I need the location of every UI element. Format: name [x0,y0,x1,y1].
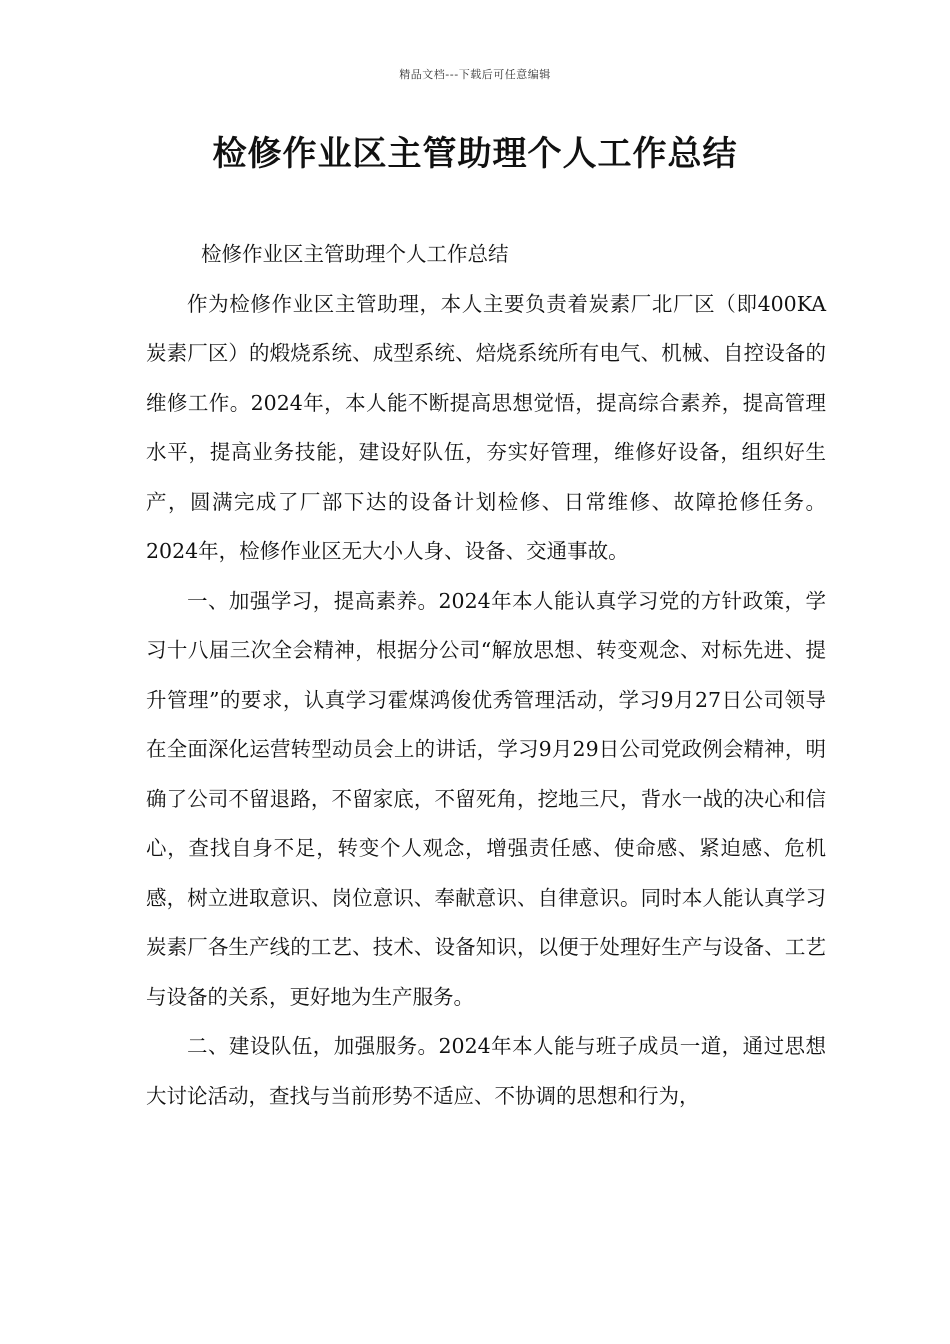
paragraph-intro: 作为检修作业区主管助理，本人主要负责着炭素厂北厂区（即400KA炭素厂区）的煅烧系统、成型系统、焙烧系统所有电气、机械、自控设备的维修工作。2024年，本人能不断提高思想觉悟，提高综合素养，提高管理水平，提高业务技能，建设好队伍，夯实好管理，维修好设备，组织好生产，圆满完成了厂部下达的设备计划检修、日常维修、故障抢修任务。2024年，检修作业区无大小人身、设备、交通事故。 [146,291,826,563]
document-title: 检修作业区主管助理个人工作总结 [212,134,738,174]
document-body [146,230,826,1121]
paragraph-section-two: 二、建设队伍，加强服务。2024年本人能与班子成员一道，通过思想大讨论活动，查找与当前形势不适应、不协调的思想和行为， [146,1034,826,1108]
document-subtitle: 检修作业区主管助理个人工作总结 [201,242,509,266]
header-note: 精品文档---下载后可任意编辑 [399,68,551,81]
paragraph-section-one: 一、加强学习，提高素养。2024年本人能认真学习党的方针政策，学习十八届三次全会精神，根据分公司“解放思想、转变观念、对标先进、提升管理”的要求，认真学习霍煤鸿俊优秀管理活动，学习9月27日公司领导在全面深化运营转型动员会上的讲话，学习9月29日公司党政例会精神，明确了公司不留退路，不留家底，不留死角，挖地三尺，背水一战的决心和信心，查找自身不足，转变个人观念，增强责任感、使命感、紧迫感、危机感，树立进取意识、岗位意识、奉献意识、自律意识。同时本人能认真学习炭素厂各生产线的工艺、技术、设备知识，以便于处理好生产与设备、工艺与设备的关系，更好地为生产服务。 [146,588,826,1009]
